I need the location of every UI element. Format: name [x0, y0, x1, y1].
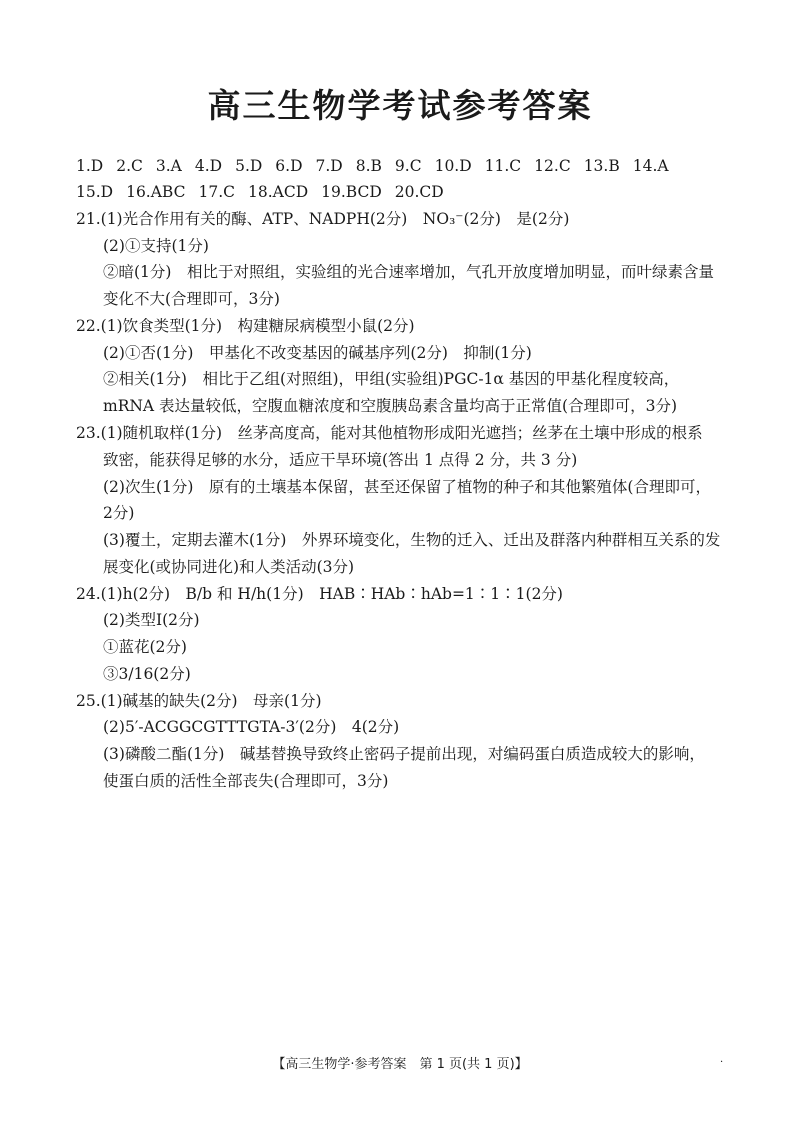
mc-answer: 10.D: [434, 157, 472, 175]
corner-mark: ·: [720, 1057, 724, 1068]
q21-line-4: 变化不大(合理即可，3分): [103, 290, 280, 308]
mc-answer: 7.D: [315, 157, 343, 175]
mc-answer: 19.BCD: [321, 183, 382, 201]
mc-answer: 11.C: [484, 157, 522, 175]
mc-answers-row-2: [76, 182, 457, 202]
q22-line-1: 22.(1)饮食类型(1分) 构建糖尿病模型小鼠(2分): [76, 317, 415, 335]
mc-answer: 20.CD: [394, 183, 444, 201]
mc-answer: 15.D: [76, 183, 114, 201]
q23-line-4: 2分): [103, 504, 135, 522]
q24-line-3: ①蓝花(2分): [103, 638, 187, 656]
mc-answers-row-1: [76, 156, 682, 176]
mc-answer: 17.C: [198, 183, 235, 201]
mc-answer: 16.ABC: [126, 183, 186, 201]
mc-answer: 3.A: [155, 157, 182, 175]
q22-line-2: (2)①否(1分) 甲基化不改变基因的碱基序列(2分) 抑制(1分): [103, 344, 532, 362]
q23-line-3: (2)次生(1分) 原有的土壤基本保留，甚至还保留了植物的种子和其他繁殖体(合理即可，: [103, 478, 711, 496]
q23-line-5: (3)覆土，定期去灌木(1分) 外界环境变化，生物的迁入、迁出及群落内种群相互关系的发: [103, 531, 721, 549]
mc-answer: 13.B: [583, 157, 620, 175]
q22-line-4: mRNA 表达量较低，空腹血糖浓度和空腹胰岛素含量均高于正常值(合理即可，3分): [103, 397, 678, 415]
q21-line-2: (2)①支持(1分): [103, 237, 209, 255]
q24-line-2: (2)类型Ⅰ(2分): [103, 611, 200, 629]
page-footer: 【高三生物学·参考答案 第 1 页(共 1 页)】: [272, 1057, 528, 1072]
q23-line-2: 致密，能获得足够的水分，适应干旱环境(答出 1 点得 2 分，共 3 分): [103, 451, 578, 469]
q24-line-1: 24.(1)h(2分) B/b 和 H/h(1分) HAB∶HAb∶hAb=1∶1∶1(2分): [76, 585, 563, 603]
q21-line-1: 21.(1)光合作用有关的酶、ATP、NADPH(2分) NO₃⁻(2分) 是(2分): [76, 210, 570, 228]
q25-line-2: (2)5′-ACGGCGTTTGTA-3′(2分) 4(2分): [103, 718, 400, 736]
mc-answer: 5.D: [235, 157, 263, 175]
mc-answer: 8.B: [355, 157, 382, 175]
page-title: 高三生物学考试参考答案: [207, 86, 593, 125]
q25-line-4: 使蛋白质的活性全部丧失(合理即可，3分): [103, 772, 389, 790]
mc-answer: 18.ACD: [247, 183, 309, 201]
q23-line-1: 23.(1)随机取样(1分) 丝茅高度高，能对其他植物形成阳光遮挡；丝茅在土壤中形成的根系: [76, 424, 703, 442]
q25-line-3: (3)磷酸二酯(1分) 碱基替换导致终止密码子提前出现，对编码蛋白质造成较大的影响，: [103, 745, 705, 763]
mc-answer: 6.D: [275, 157, 303, 175]
mc-answer: 1.D: [76, 157, 104, 175]
mc-answer: 14.A: [632, 157, 669, 175]
q24-line-4: ③3/16(2分): [103, 665, 191, 683]
mc-answer: 9.C: [394, 157, 422, 175]
q21-line-3: ②暗(1分) 相比于对照组，实验组的光合速率增加，气孔开放度增加明显，而叶绿素含量: [103, 263, 714, 281]
mc-answer: 12.C: [534, 157, 571, 175]
q22-line-3: ②相关(1分) 相比于乙组(对照组)，甲组(实验组)PGC-1α 基因的甲基化程度较高，: [103, 370, 680, 388]
q23-line-6: 展变化(或协同进化)和人类活动(3分): [103, 558, 355, 576]
q25-line-1: 25.(1)碱基的缺失(2分) 母亲(1分): [76, 692, 322, 710]
mc-answer: 2.C: [116, 157, 143, 175]
mc-answer: 4.D: [194, 157, 223, 175]
